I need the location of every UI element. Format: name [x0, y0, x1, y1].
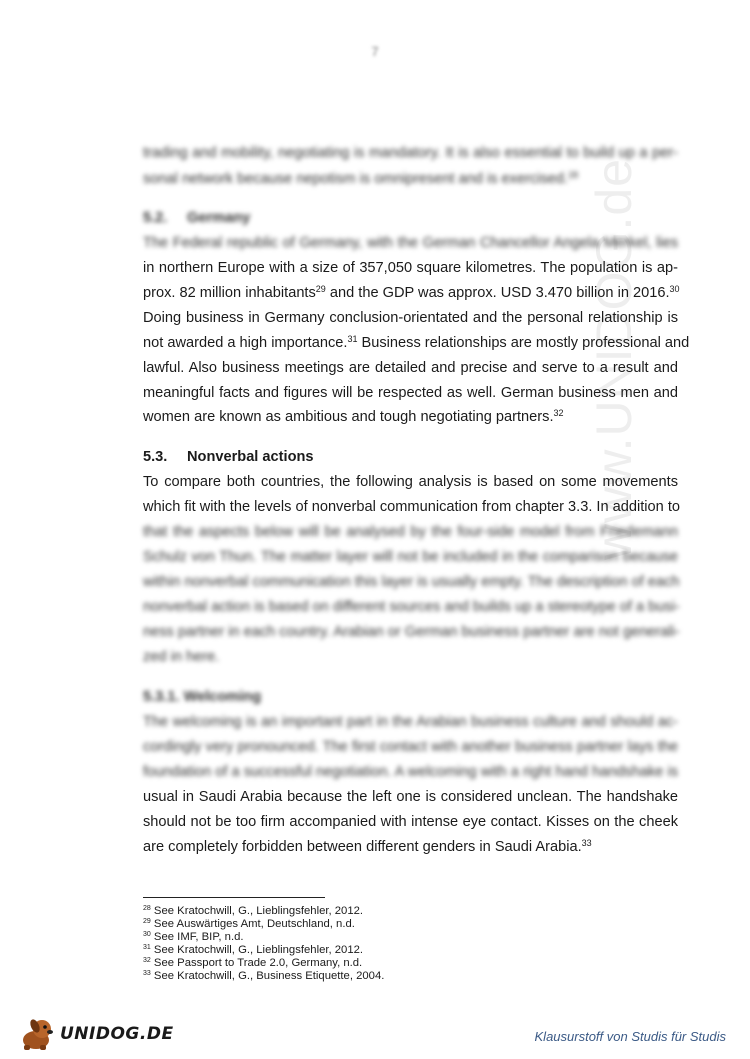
body-line: meaningful facts and figures will be respected as well. German business men and — [143, 385, 678, 401]
dog-mascot-icon — [18, 1016, 58, 1052]
body-line: that the aspects below will be analysed by the four-side model from Friedemann — [143, 524, 678, 540]
body-line: are completely forbidden between different genders in Saudi Arabia.$^{33}$ — [143, 838, 592, 855]
body-line: should not be too firm accompanied with intense eye contact. Kisses on the cheek — [143, 814, 678, 830]
page-number: 7 — [371, 44, 379, 59]
body-line: trading and mobility, negotiating is mandatory. It is also essential to build up a per- — [143, 145, 678, 161]
body-line: not awarded a high importance.$^{31}$ Business relationships are mostly professional and — [143, 334, 690, 351]
body-line: sonal network because nepotism is omnipresent and is exercised.$^{28}$ — [143, 170, 579, 187]
section-heading-germany: 5.2. Germany — [143, 210, 251, 226]
footnote: $^{30}$ See IMF, BIP, n.d. — [143, 931, 244, 943]
body-line: ness partner in each country. Arabian or German business partner are not generali- — [143, 624, 680, 640]
body-line: within nonverbal communication this layer is usually empty. The description of each — [143, 574, 680, 590]
body-line: Doing business in Germany conclusion-orientated and the personal relationship is — [143, 310, 678, 326]
body-line: The Federal republic of Germany, with the German Chancellor Angela Merkel, lies — [143, 235, 678, 251]
body-line: women are known as ambitious and tough negotiating partners.$^{32}$ — [143, 408, 564, 425]
footnote: $^{33}$ See Kratochwill, G., Business Etiquette, 2004. — [143, 970, 385, 982]
body-line: Schulz von Thun. The matter layer will not be included in the comparison because — [143, 549, 678, 565]
body-line: lawful. Also business meetings are detailed and precise and serve to a result and — [143, 360, 678, 376]
logo-text: UNIDOG.DE — [60, 1024, 174, 1044]
body-line: in northern Europe with a size of 357,050 square kilometres. The population is ap- — [143, 260, 678, 276]
footnote: $^{31}$ See Kratochwill, G., Lieblingsfehler, 2012. — [143, 944, 364, 956]
body-line: nonverbal action is based on different sources and builds up a stereotype of a busi- — [143, 599, 680, 615]
body-line: prox. 82 million inhabitants$^{29}$ and the GDP was approx. USD 3.470 billion in 2016.30 — [143, 284, 680, 301]
body-line: cordingly very pronounced. The first contact with another business partner lays the — [143, 739, 678, 755]
body-line: foundation of a successful negotiation. A welcoming with a right hand handshake is — [143, 764, 678, 780]
footer-tagline: Klausurstoff von Studis für Studis — [534, 1029, 726, 1044]
body-line: zed in here. — [143, 649, 220, 665]
watermark-text: www.UNIDOG.de — [586, 158, 642, 560]
body-line: which fit with the levels of nonverbal communication from chapter 3.3. In addition to — [143, 499, 681, 515]
footnote: $^{28}$ See Kratochwill, G., Lieblingsfehler, 2012. — [143, 905, 364, 917]
footnote: $^{32}$ See Passport to Trade 2.0, Germany, n.d. — [143, 957, 363, 969]
section-heading-nonverbal-actions: 5.3. Nonverbal actions — [143, 449, 314, 465]
footnote-separator — [143, 897, 325, 898]
subsection-heading-welcoming: 5.3.1. Welcoming — [143, 689, 262, 705]
footnote: $^{29}$ See Auswärtiges Amt, Deutschland, n.d. — [143, 918, 355, 930]
body-line: usual in Saudi Arabia because the left one is considered unclean. The handshake — [143, 789, 678, 805]
unidog-logo[interactable] — [18, 1016, 174, 1052]
body-line: The welcoming is an important part in the Arabian business culture and should ac- — [143, 714, 678, 730]
body-line: To compare both countries, the following analysis is based on some movements — [143, 474, 678, 490]
